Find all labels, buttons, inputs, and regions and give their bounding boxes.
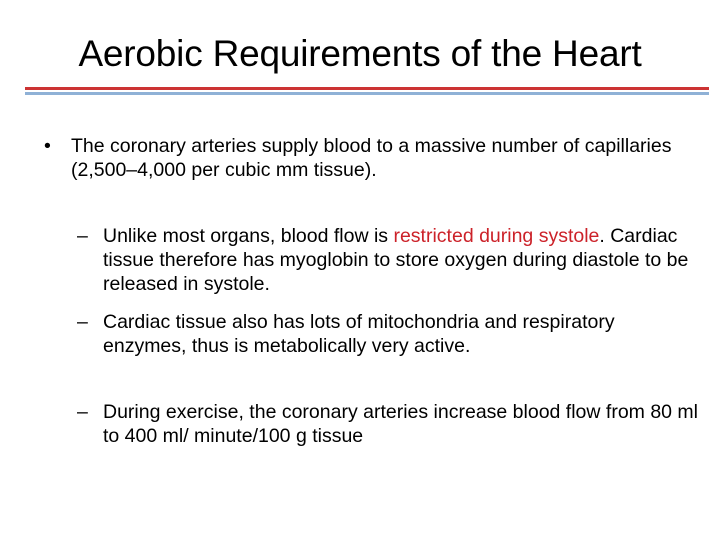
bullet-marker: • [44, 135, 51, 157]
slide-title: Aerobic Requirements of the Heart [78, 33, 642, 74]
sub-bullet-text: Cardiac tissue also has lots of mitochondria and respiratory enzymes, thus is metabolically very active. [103, 311, 615, 357]
highlighted-phrase: restricted during systole [393, 225, 600, 247]
sub-bullet-text [103, 224, 703, 296]
sub-bullet-text: During exercise, the coronary arteries increase blood flow from 80 ml to 400 ml/ minute/100 g tissue [103, 401, 699, 447]
sub-bullet-text-part: Unlike most organs, blood flow is [103, 225, 394, 247]
bullet-text: The coronary arteries supply blood to a massive number of capillaries (2,500–4,000 per cubic mm tissue). [71, 135, 672, 181]
sub-bullet-marker: – [77, 311, 88, 333]
sub-bullet-text-part: . Cardiac tissue therefore has myoglobin to store oxygen during diastole to be released in systole. [103, 225, 689, 295]
sub-bullet-marker: – [77, 225, 88, 247]
sub-bullet-marker: – [77, 401, 88, 423]
